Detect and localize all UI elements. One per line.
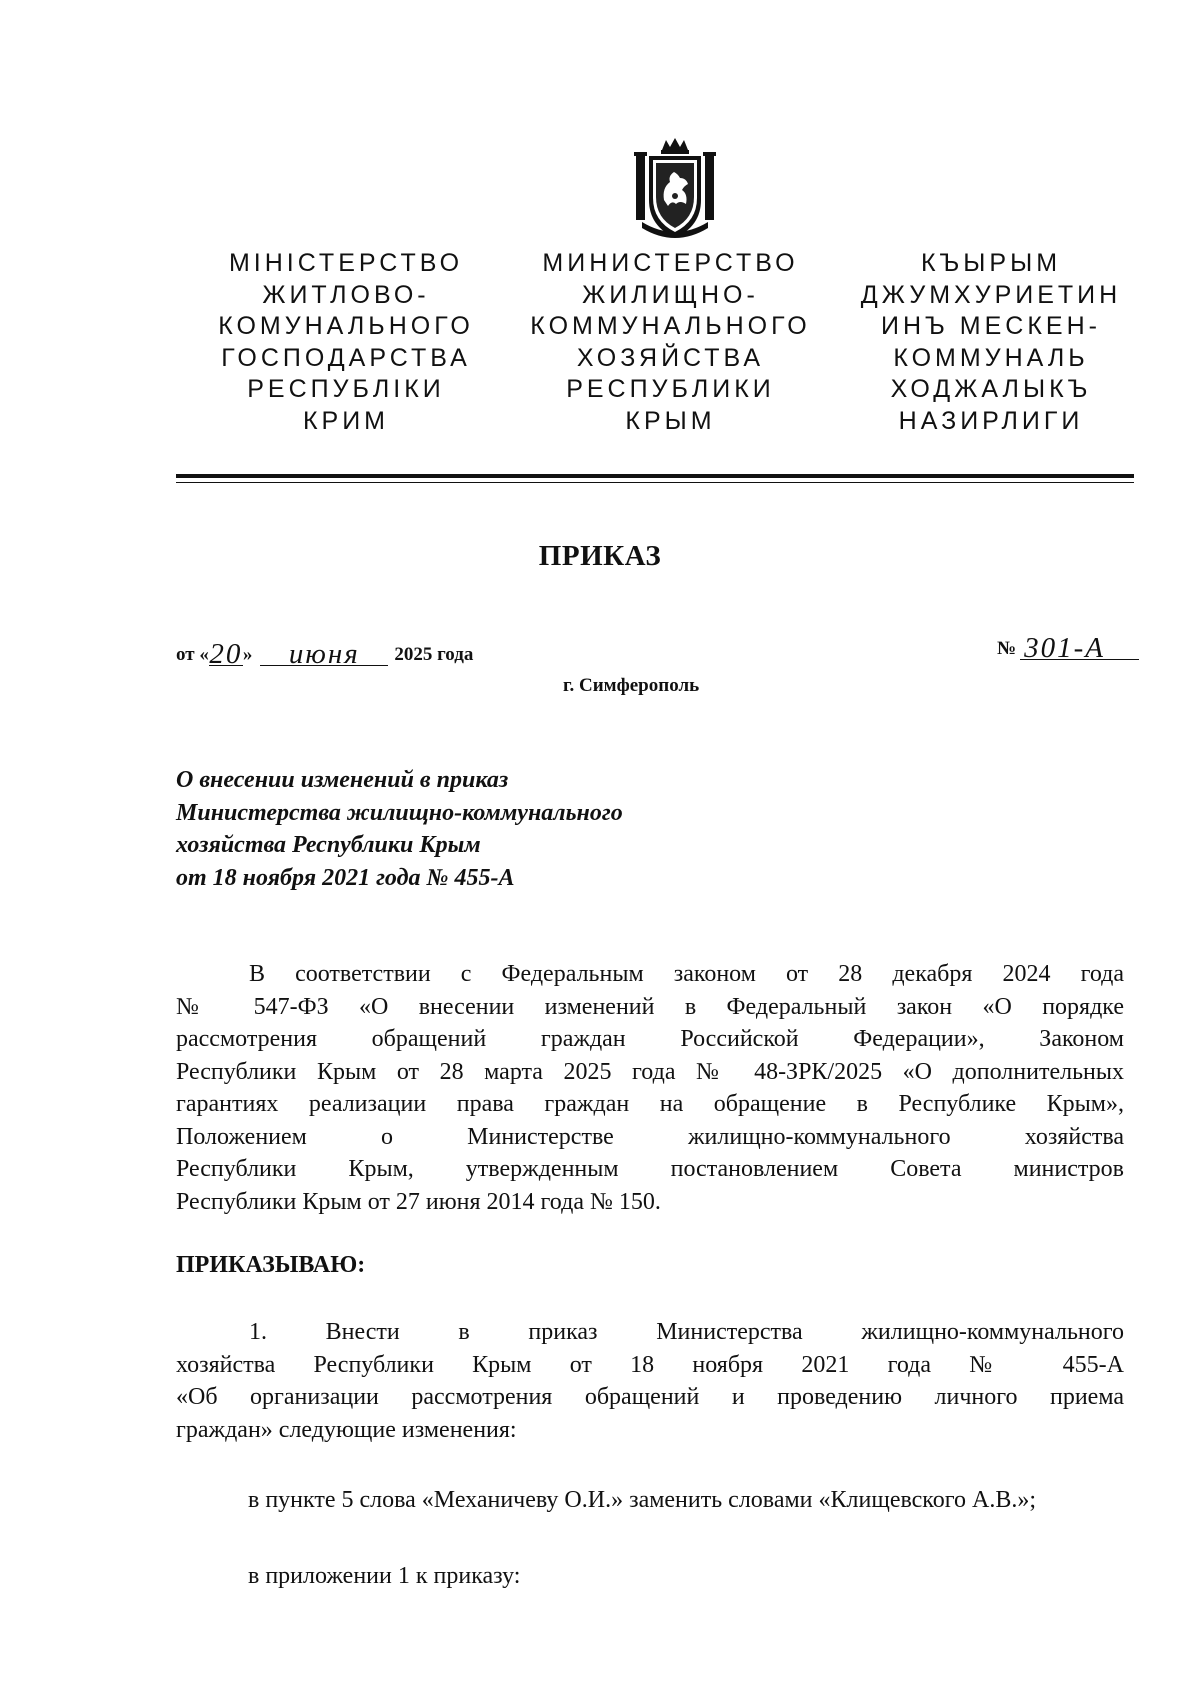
date-month-handwritten: июня	[260, 643, 388, 666]
text-line: В соответствии с Федеральным законом от 28 декабря 2024 года	[249, 961, 1124, 987]
text-line: граждан» следующие изменения:	[176, 1416, 517, 1443]
header-divider-thick	[176, 474, 1134, 478]
text-line: Республики Крым от 28 марта 2025 года № 48-ЗРК/2025 «О дополнительных	[176, 1058, 1124, 1085]
text-line: хозяйства Республики Крым от 18 ноября 2021 года № 455-А	[176, 1351, 1124, 1378]
ministry-name-russian: МИНИСТЕРСТВО ЖИЛИЩНО- КОММУНАЛЬНОГО ХОЗЯЙСТВА РЕСПУБЛИКИ КРЫМ	[530, 249, 811, 435]
text-line: 1. Внести в приказ Министерства жилищно-коммунального	[249, 1319, 1124, 1345]
text-line: «Об организации рассмотрения обращений и проведению личного приема	[176, 1384, 1124, 1410]
date-mid: »	[242, 644, 253, 665]
crimea-emblem-icon	[634, 138, 716, 244]
text-line: гарантиях реализации права граждан на обращение в Республике Крым»,	[176, 1091, 1124, 1117]
text-line: Республики Крым, утвержденным постановлением Совета министров	[176, 1156, 1124, 1182]
ministry-name-ukrainian: МІНІСТЕРСТВО ЖИТЛОВО- КОМУНАЛЬНОГО ГОСПОДАРСТВА РЕСПУБЛІКИ КРИМ	[218, 249, 474, 435]
ministry-name-crimean-tatar: КЪЫРЫМ ДЖУМХУРИЕТИН ИНЪ МЕСКЕН- КОММУНАЛЬ ХОДЖАЛЫКЪ НАЗИРЛИГИ	[860, 249, 1122, 435]
order-item-1	[176, 1316, 1124, 1446]
date-year: 2025 года	[394, 644, 474, 665]
date-prefix: от «	[176, 644, 209, 665]
preamble-paragraph	[176, 958, 1124, 1218]
number-handwritten: 301-А	[1020, 637, 1139, 660]
document-title: ПРИКАЗ	[538, 540, 662, 572]
order-item-1-sub-2: в приложении 1 к приказу:	[248, 1563, 521, 1589]
order-date	[176, 638, 474, 670]
order-subject: О внесении изменений в приказ Министерства жилищно-коммунального хозяйства Республики Крым от 18 ноября 2021 года № 455-А	[176, 767, 623, 891]
date-day-handwritten: 20	[209, 638, 243, 670]
order-item-1-sub-1: в пункте 5 слова «Механичеву О.И.» заменить словами «Клищевского А.В.»;	[248, 1487, 1037, 1513]
city-name: г. Симферополь	[563, 675, 700, 696]
number-prefix: №	[997, 638, 1017, 659]
order-heading: ПРИКАЗЫВАЮ:	[176, 1252, 366, 1278]
text-line: Положением о Министерстве жилищно-коммунального хозяйства	[176, 1123, 1124, 1150]
order-number	[997, 632, 1139, 664]
text-line: Республики Крым от 27 июня 2014 года № 150.	[176, 1188, 661, 1215]
text-line: № 547-ФЗ «О внесении изменений в Федеральный закон «О порядке	[176, 993, 1124, 1020]
text-line: рассмотрения обращений граждан Российской Федерации», Законом	[176, 1026, 1124, 1052]
header-divider-thin	[176, 482, 1134, 483]
